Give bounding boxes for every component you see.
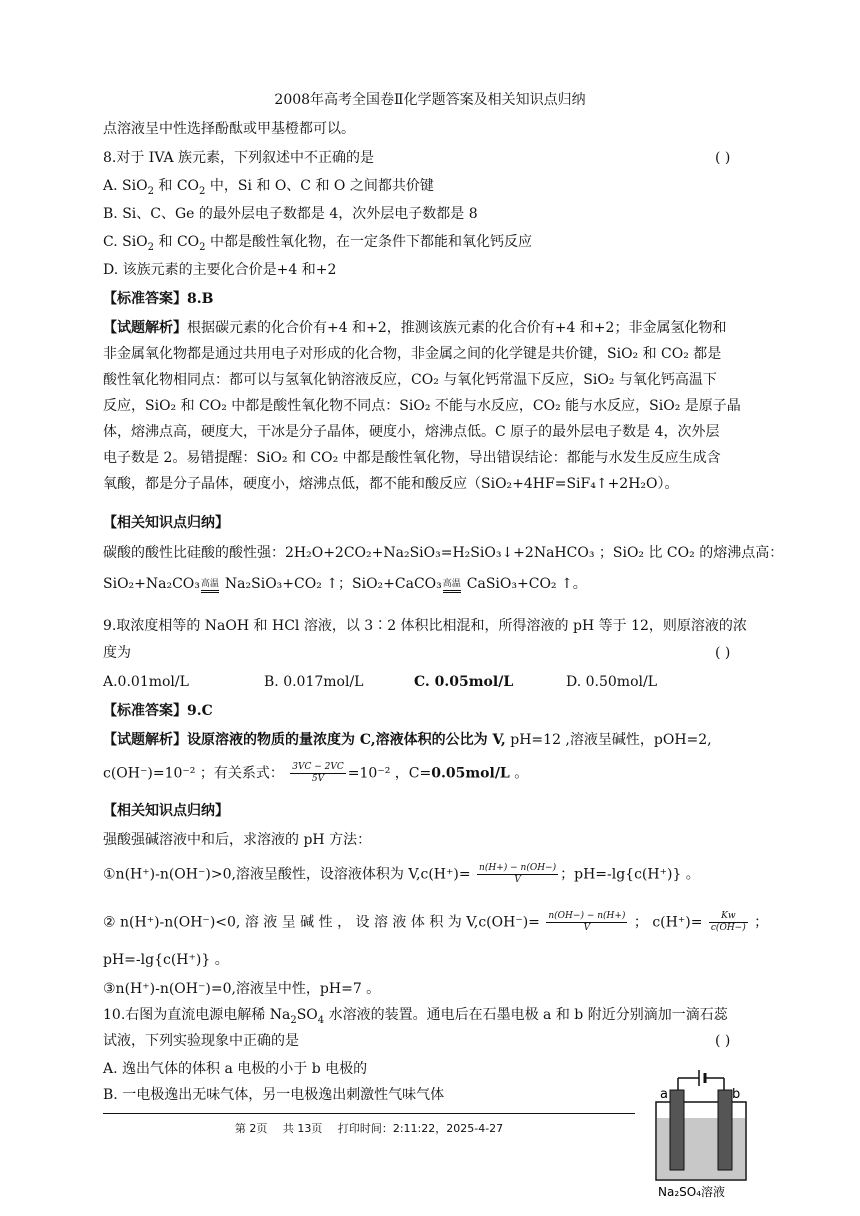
q9-analysis-2: c(OH⁻)=10⁻² ；有关系式： $\frac{3VC - 2VC}{5V}$ =10⁻² ，C=0.05mol/L 。 bbox=[103, 762, 529, 784]
q9-knowledge-4: pH=-lg{c(H⁺)} 。 bbox=[103, 952, 229, 968]
page-number: 第 2页 bbox=[234, 1122, 268, 1135]
q9-knowledge-5: ③n(H⁺)-n(OH⁻)=0,溶液呈中性，pH=7 。 bbox=[103, 981, 381, 997]
high-temp-condition: 高温 bbox=[443, 580, 461, 593]
q8-option-a: A. SiO$_2$ 和 $CO_2$ 中，Si 和 O、C 和 O 之间都共价键 bbox=[103, 178, 434, 197]
electrode-a-label: a bbox=[660, 1087, 668, 1102]
q9-answer-bracket: ( ) bbox=[715, 645, 731, 661]
dc-power-source-icon bbox=[678, 1070, 724, 1090]
footer-divider bbox=[103, 1113, 635, 1114]
q9-knowledge-3: ② n(H⁺)-n(OH⁻)<0, 溶 液 呈 碱 性 ， 设 溶 液 体 积 为 V,c(OH⁻)= $\frac{n(OH-) - n(H+)}{V}$ ； c(H⁺)= $\frac{Kw}{c(OH-)}$ ； bbox=[103, 911, 769, 933]
q8-analysis-3: 酸性氧化物相同点：都可以与氢氧化钠溶液反应，CO₂ 与氧化钙常温下反应，SiO₂ 与氧化钙高温下 bbox=[103, 372, 717, 388]
solution-label: Na₂SO₄溶液 bbox=[658, 1185, 726, 1199]
q10-answer-bracket: ( ) bbox=[715, 1033, 731, 1049]
q10-stem-2: 试液，下列实验现象中正确的是 bbox=[103, 1033, 299, 1049]
high-temp-condition: 高温 bbox=[201, 580, 219, 593]
continuation-text: 点溶液呈中性选择酚酞或甲基橙都可以。 bbox=[103, 121, 355, 137]
q8-analysis-4: 反应，SiO₂ 和 CO₂ 中都是酸性氧化物不同点：SiO₂ 不能与水反应，CO₂ 能与水反应，SiO₂ 是原子晶 bbox=[103, 398, 741, 414]
q9-option-b: B. 0.017mol/L bbox=[264, 674, 364, 690]
print-time: 打印时间：2:11:22，2025-4-27 bbox=[337, 1122, 504, 1135]
q9-stem-2: 度为 bbox=[103, 645, 131, 661]
q8-stem: 8.对于 IVA 族元素，下列叙述中不正确的是 bbox=[103, 150, 375, 166]
graphite-electrode-a bbox=[670, 1090, 684, 1170]
q8-analysis-7: 氧酸，都是分子晶体，硬度小，熔沸点低，都不能和酸反应（SiO₂+4HF=SiF₄↑+2H₂O）。 bbox=[103, 476, 679, 492]
fraction: $\frac{n(OH-) - n(H+)}{V}$ bbox=[548, 911, 626, 933]
page-total: 共 13页 bbox=[282, 1122, 323, 1135]
electrolysis-apparatus-diagram bbox=[652, 1064, 752, 1200]
electrode-b-label: b bbox=[732, 1087, 741, 1102]
q9-option-c: C. 0.05mol/L bbox=[414, 674, 514, 690]
q8-option-c: C. SiO$_2$ 和 $CO_2$ 中都是酸性氧化物，在一定条件下都能和氧化钙反应 bbox=[103, 234, 532, 253]
q8-analysis-1: 【试题解析】根据碳元素的化合价有+4 和+2，推测该族元素的化合价有+4 和+2；非金属氢化物和 bbox=[103, 320, 727, 336]
q8-analysis-5: 体，熔沸点高，硬度大，干冰是分子晶体，硬度小，熔沸点低。C 原子的最外层电子数是 4，次外层 bbox=[103, 424, 720, 440]
page-title: 2008年高考全国卷Ⅱ化学题答案及相关知识点归纳 bbox=[274, 92, 586, 108]
fraction: $\frac{3VC - 2VC}{5V}$ bbox=[292, 762, 344, 784]
fraction: $\frac{n(H+) - n(OH-)}{V}$ bbox=[479, 863, 557, 885]
q8-knowledge-1: 碳酸的酸性比硅酸的酸性强：2H₂O+2CO₂+Na₂SiO₃=H₂SiO₃↓+2NaHCO₃ ；SiO₂ 比 CO₂ 的熔沸点高： bbox=[103, 545, 784, 561]
fraction: $\frac{Kw}{c(OH-)}$ bbox=[710, 911, 746, 933]
page-footer bbox=[103, 1120, 635, 1136]
q8-knowledge-2: SiO₂+Na₂CO₃高温 Na₂SiO₃+CO₂ ↑；SiO₂+CaCO₃高温 CaSiO₃+CO₂ ↑。 bbox=[103, 576, 587, 592]
q8-analysis-6: 电子数是 2。易错提醒：SiO₂ 和 CO₂ 中都是酸性氧化物，导出错误结论：都能与水发生反应生成含 bbox=[103, 450, 721, 466]
q8-analysis-2: 非金属氧化物都是通过共用电子对形成的化合物，非金属之间的化学键是共价键，SiO₂ 和 CO₂ 都是 bbox=[103, 346, 722, 362]
q10-option-a: A. 逸出气体的体积 a 电极的小于 b 电极的 bbox=[103, 1061, 368, 1077]
q9-option-a: A.0.01mol/L bbox=[103, 674, 189, 690]
graphite-electrode-b bbox=[718, 1090, 732, 1170]
q9-answer: 【标准答案】9.C bbox=[103, 703, 213, 719]
q8-answer-bracket: ( ) bbox=[715, 150, 731, 166]
q9-knowledge-heading: 【相关知识点归纳】 bbox=[103, 803, 229, 819]
q9-knowledge-2: ①n(H⁺)-n(OH⁻)>0,溶液呈酸性，设溶液体积为 V,c(H⁺)= $\frac{n(H+) - n(OH-)}{V}$ ；pH=-lg{c(H⁺)} 。 bbox=[103, 863, 700, 885]
q9-analysis-1: 【试题解析】设原溶液的物质的量浓度为 C,溶液体积的公比为 V, pH=12 ,溶液呈碱性，pOH=2, bbox=[103, 732, 712, 748]
q9-option-d: D. 0.50mol/L bbox=[566, 674, 657, 690]
q9-stem-1: 9.取浓度相等的 NaOH 和 HCl 溶液，以 3∶2 体积比相混和，所得溶液的 pH 等于 12，则原溶液的浓 bbox=[103, 618, 747, 634]
q8-option-b: B. Si、C、Ge 的最外层电子数都是 4，次外层电子数都是 8 bbox=[103, 206, 478, 222]
q9-knowledge-1: 强酸强碱溶液中和后，求溶液的 pH 方法： bbox=[103, 832, 372, 848]
q10-stem-1: 10.右图为直流电源电解稀 $Na_2SO_4$ 水溶液的装置。通电后在石墨电极 a 和 b 附近分别滴加一滴石蕊 bbox=[103, 1007, 728, 1026]
q10-option-b: B. 一电极逸出无味气体，另一电极逸出刺激性气味气体 bbox=[103, 1087, 445, 1103]
q8-answer: 【标准答案】8.B bbox=[103, 291, 214, 307]
q8-option-d: D. 该族元素的主要化合价是+4 和+2 bbox=[103, 262, 337, 278]
q8-knowledge-heading: 【相关知识点归纳】 bbox=[103, 515, 229, 531]
